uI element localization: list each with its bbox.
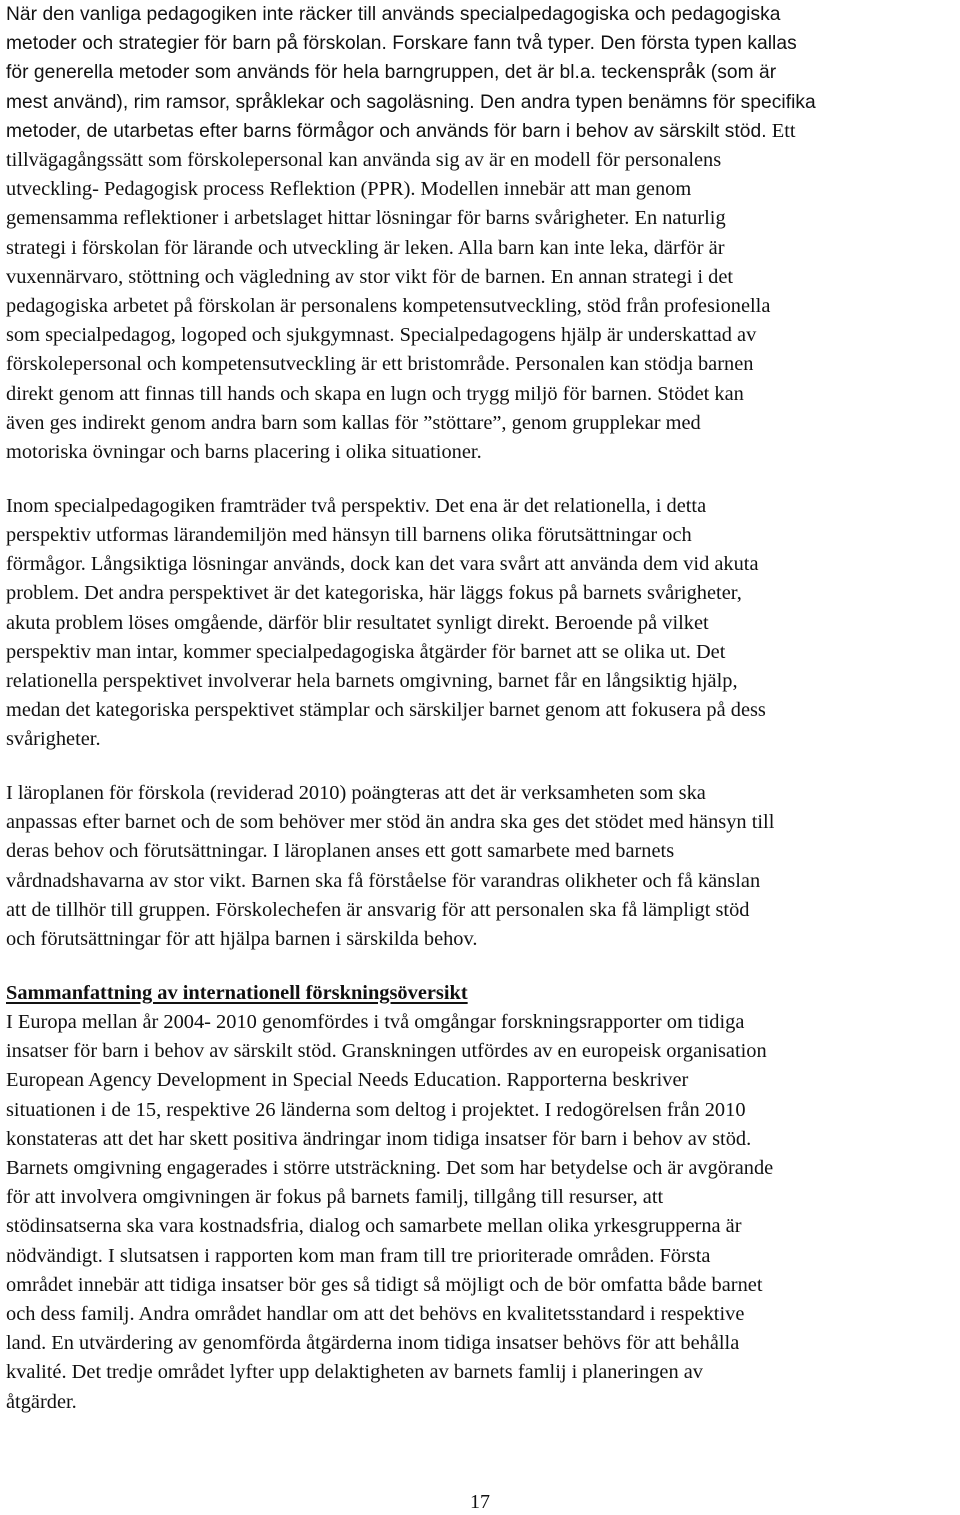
paragraph-spacer <box>6 467 956 492</box>
paragraph-europa-forskning: I Europa mellan år 2004- 2010 genomfördes i två omgångar forskningsrapporter om tidiga insatser för barn i behov av särskilt stöd. Granskningen utfördes av en europeisk organisation European Agency Development in Special Needs Education. Rapporterna beskriver situationen i de 15, respektive 26 länderna som deltog i projektet. I redogörelsen från 2010 konstateras att det har skett positiva ändringar inom tidiga insatser för barn i behov av stöd. Barnets omgivning engagerades i större utsträckning. Det som har betydelse och är avgörande för att involvera omgivningen är fokus på barnets familj, tillgång till resurser, att stödinsatserna ska vara kostnadsfria, dialog och samarbete mellan olika yrkesgrupperna är nödvändigt. I slutsatsen i rapporten kom man fram till tre prioriterade områden. Första området innebär att tidiga insatser bör ges så tidigt så möjligt och de bör omfatta både barnet och dess familj. Andra området handlar om att det behövs en kvalitetsstandard i respektive land. En utvärdering av genomförda åtgärderna inom tidiga insatser behövs för att behålla kvalité. Det tredje området lyfter upp delaktigheten av barnets famlij i planeringen av åtgärder. <box>6 1011 774 1413</box>
section-heading: Sammanfattning av internationell förskningsöversikt <box>6 981 468 1004</box>
document-body <box>6 0 956 1417</box>
paragraph-specialpedagogik-metoder <box>6 0 956 467</box>
paragraph-serif-segment: Ett tillvägagångssätt som förskolepersonal kan använda sig av är en modell för personalens utveckling- Pedagogisk process Reflektion (PPR). Modellen innebär att man genom gemensamma reflektioner i arbetslaget hittar lösningar för barns svårigheter. En naturlig strategi i förskolan för lärande och utveckling är leken. Alla barn kan inte leka, därför är vuxennärvaro, stöttning och vägledning av stor vikt för de barnen. En annan strategi i det pedagogiska arbetet på förskolan är personalens kompetensutveckling, stöd från profesionella som specialpedagog, logoped och sjukgymnast. Specialpedagogens hjälp är underskattad av förskolepersonal och kompetensutveckling är ett bristområde. Personalen kan stödja barnen direkt genom att finnas till hands och skapa en lugn och trygg miljö för barnen. Stödet kan även ges indirekt genom andra barn som kallas för ”stöttare”, genom grupplekar med motoriska övningar och barns placering i olika situationer. <box>6 119 796 464</box>
paragraph-laroplanen: I läroplanen för förskola (reviderad 2010) poängteras att det är verksamheten som ska anpassas efter barnet och de som behöver mer stöd än andra ska ges det stödet med hänsyn till deras behov och förutsättningar. I läroplanen anses ett gott samarbete med barnets vårdnadshavarna av stor vikt. Barnen ska få förståelse för varandras olikheter och få känslan att de tillhör till gruppen. Förskolechefen är ansvarig för att personalen ska få lämpligt stöd och förutsättningar för att hjälpa barnen i särskilda behov. <box>6 782 775 951</box>
paragraph-spacer <box>6 755 956 780</box>
paragraph-spacer <box>6 954 956 979</box>
paragraph-sans-segment: När den vanliga pedagogiken inte räcker till används specialpedagogiska och pedagogiska metoder och strategier för barn på förskolan. Forskare fann två typer. Den första typen kallas för generella metoder som används för hela barngruppen, det är bl.a. teckenspråk (som är mest använd), rim ramsor, språklekar och sagoläsning. Den andra typen benämns för specifika metoder, de utarbetas efter barns förmågor och används för barn i behov av särskilt stöd. <box>6 4 816 142</box>
paragraph-perspektiv: Inom specialpedagogiken framträder två perspektiv. Det ena är det relationella, i detta perspektiv utformas lärandemiljön med hänsyn till barnens olika förutsättningar och förmågor. Långsiktiga lösningar används, dock kan det vara svårt att använda dem vid akuta problem. Det andra perspektivet är det kategoriska, här läggs fokus på barnets svårigheter, akuta problem löses omgående, därför blir resultatet synligt direkt. Beroende på vilket perspektiv man intar, kommer specialpedagogiska åtgärder för barnet att se olika ut. Det relationella perspektivet involverar hela barnets omgivning, barnet får en långsiktig hjälp, medan det kategoriska perspektivet stämplar och särskiljer barnet genom att fokusera på dess svårigheter. <box>6 494 766 751</box>
page-number: 17 <box>470 1491 490 1513</box>
